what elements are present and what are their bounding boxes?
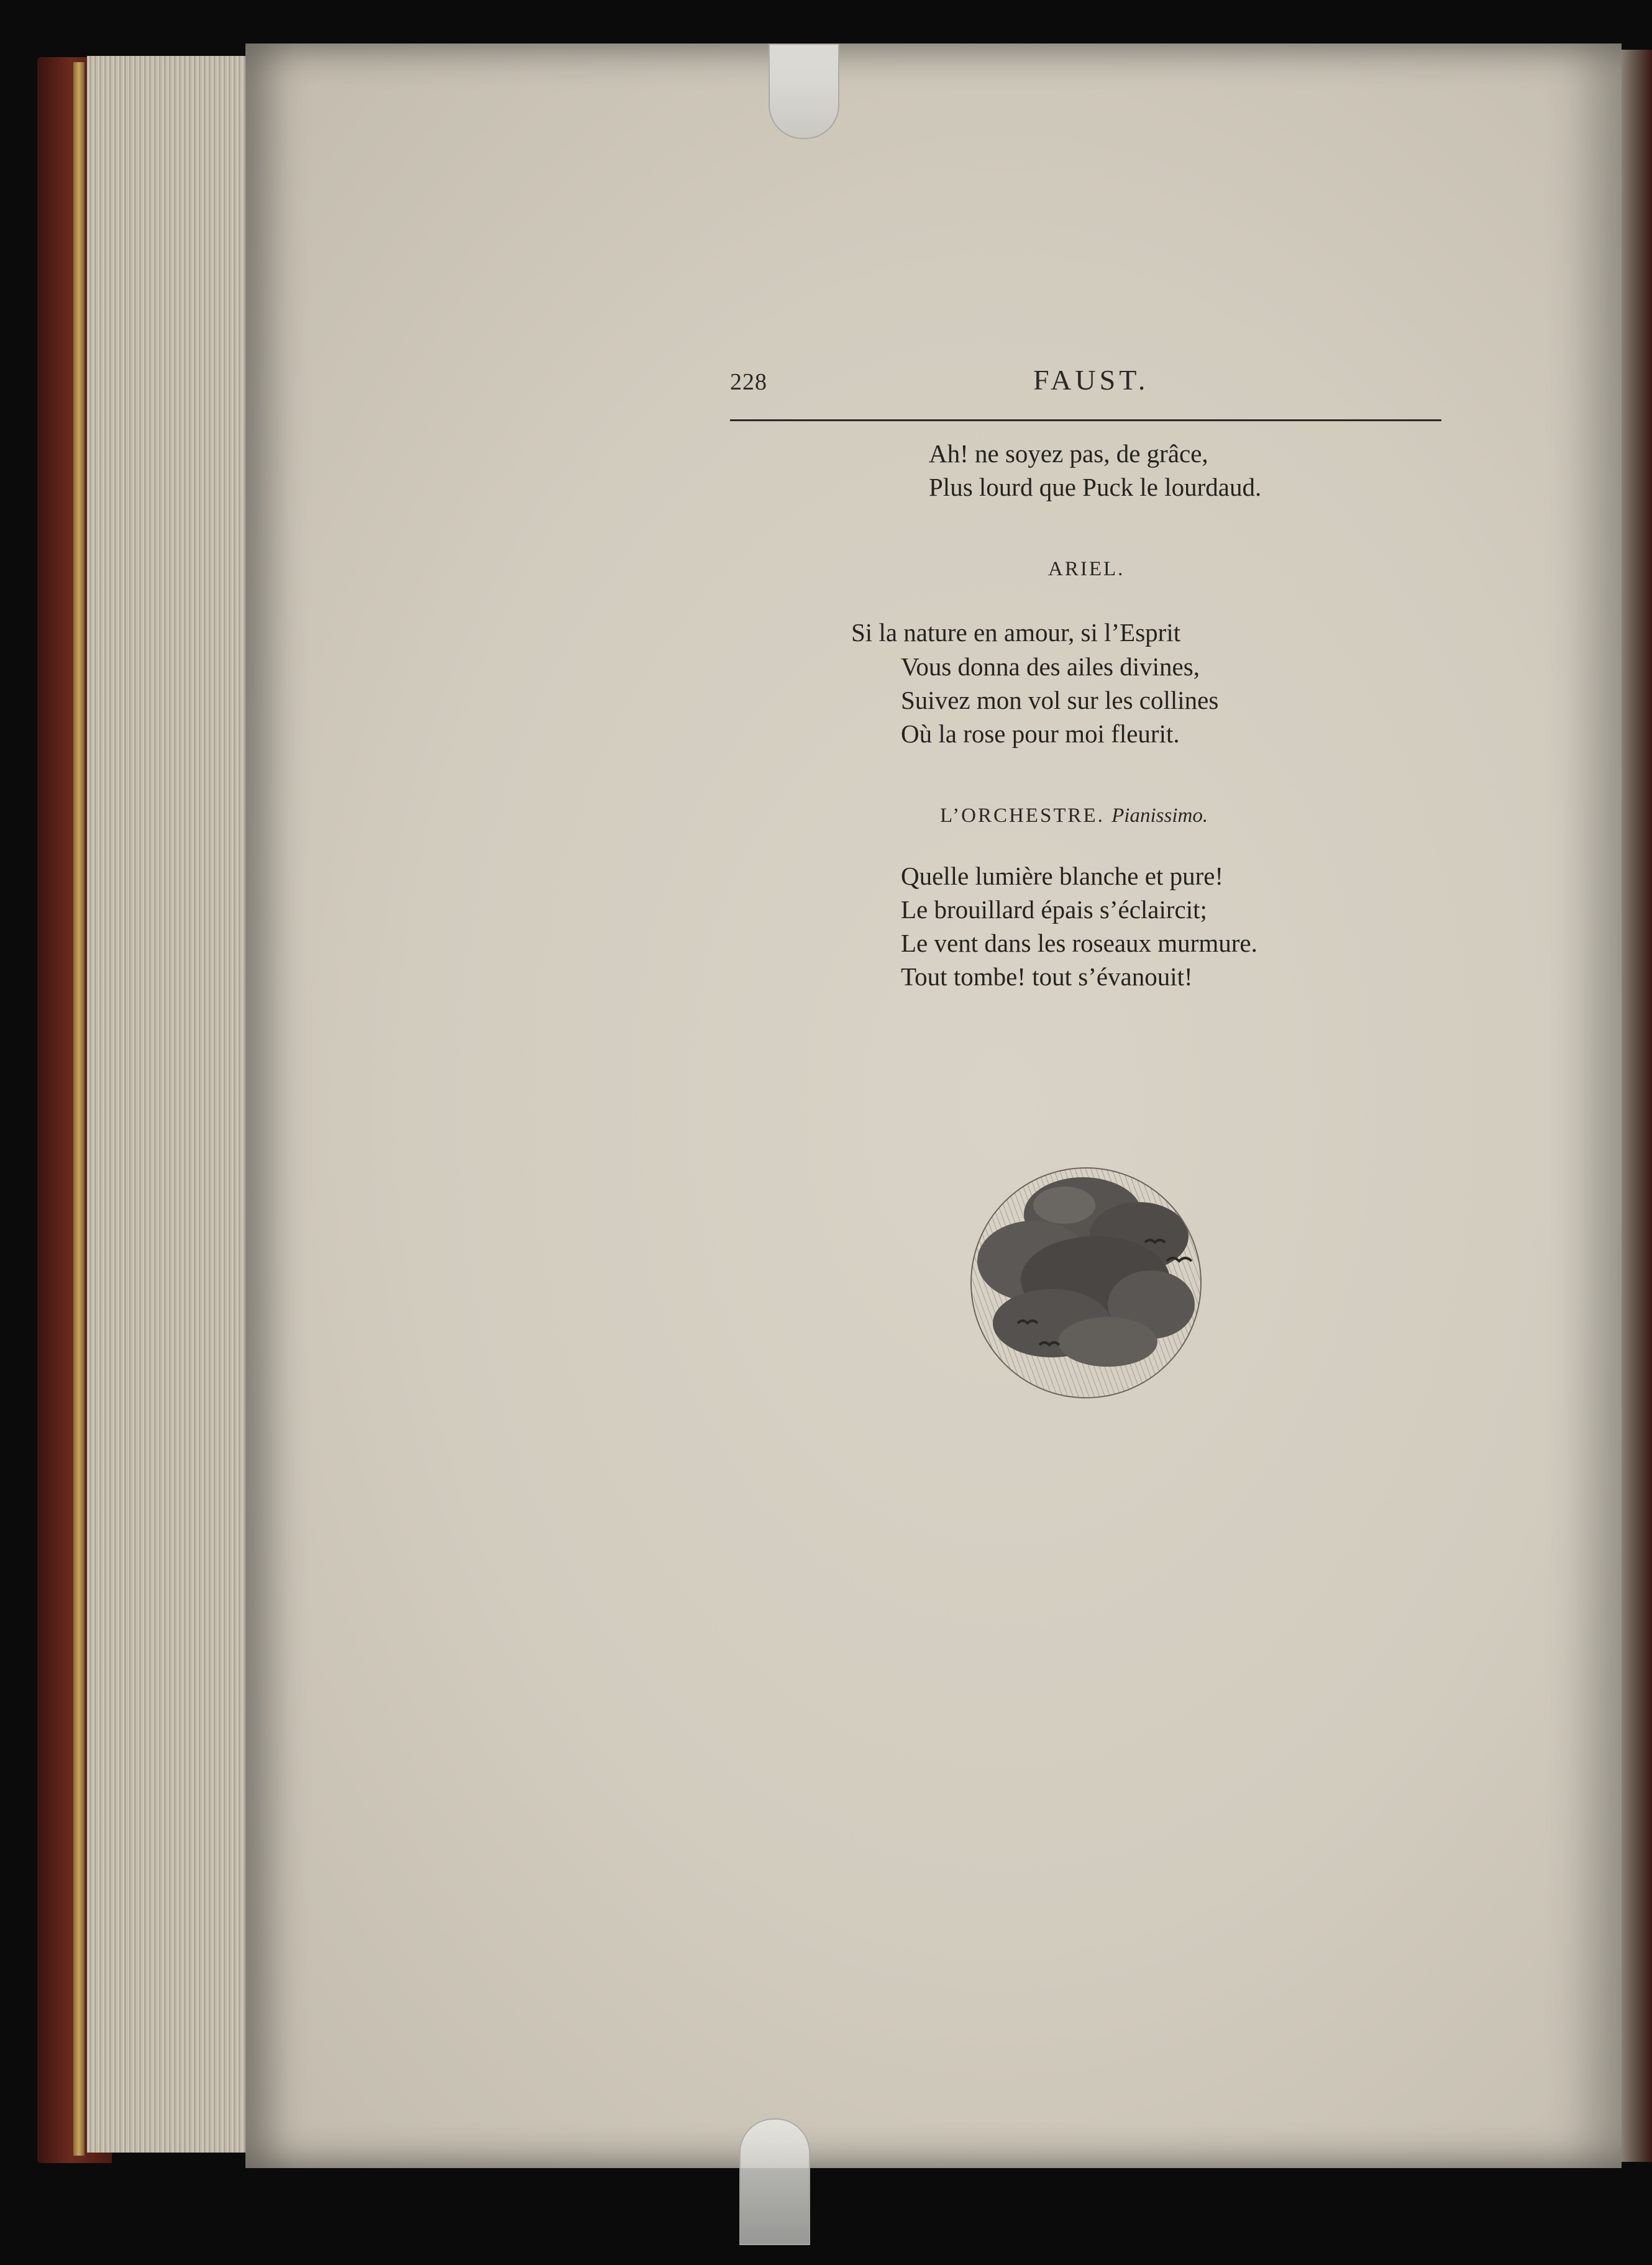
verse-line: Le vent dans les roseaux murmure. xyxy=(901,929,1257,957)
speaker-heading xyxy=(940,804,1208,827)
page-clip-bottom xyxy=(739,2118,810,2245)
cloud-vignette-illustration xyxy=(959,1155,1213,1410)
verse-line: Le brouillard épais s’éclaircit; xyxy=(901,895,1207,924)
verse-line: Si la nature en amour, si l’Esprit xyxy=(851,618,1181,647)
page-stack-edge xyxy=(87,56,250,2153)
running-head xyxy=(730,357,1441,421)
verse-line: Où la rose pour moi fleurit. xyxy=(901,719,1180,748)
verse-line: Tout tombe! tout s’évanouit! xyxy=(901,962,1193,991)
page-number: 228 xyxy=(730,369,767,395)
gilt-edge xyxy=(73,62,84,2156)
speaker-name: L’ORCHESTRE. xyxy=(940,804,1105,827)
verse-line: Plus lourd que Puck le lourdaud. xyxy=(929,473,1262,501)
running-title: FAUST. xyxy=(1033,364,1149,396)
page-clip-top xyxy=(769,43,839,139)
stage-direction: Pianissimo. xyxy=(1111,804,1208,827)
verse-line: Suivez mon vol sur les collines xyxy=(901,686,1219,714)
verse-line: Ah! ne soyez pas, de grâce, xyxy=(929,439,1208,468)
verse-line: Quelle lumière blanche et pure! xyxy=(901,862,1224,890)
verse-line: Vous donna des ailes divines, xyxy=(901,652,1200,681)
speaker-name: ARIEL. xyxy=(1048,558,1125,580)
